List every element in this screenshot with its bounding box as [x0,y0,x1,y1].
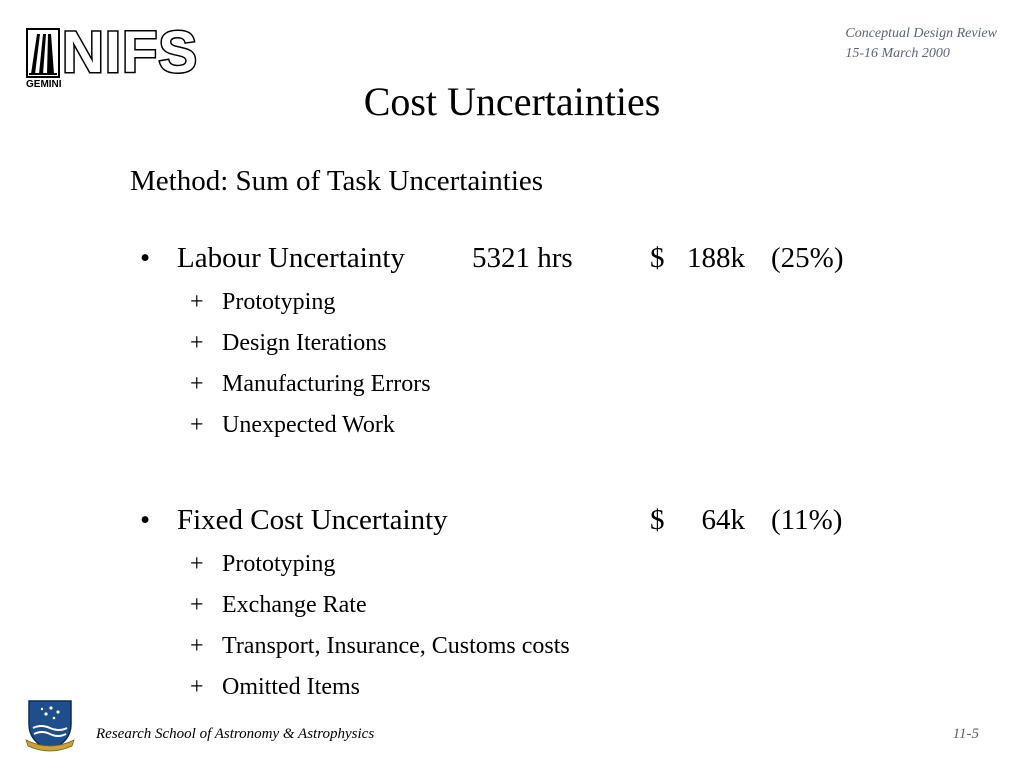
slide-title: Cost Uncertainties [363,79,661,124]
footer-institution: Research School of Astronomy & Astrophysics [96,726,375,742]
method-line: Method: Sum of Task Uncertainties [130,165,544,197]
university-crest-icon [25,698,75,752]
logo-subtitle: GEMINI [26,79,62,90]
sub-marker: + [190,371,204,397]
gemini-telescope-icon [26,28,60,80]
sub-marker: + [190,289,204,315]
sub-marker: + [190,412,204,438]
bullet-marker: • [140,504,151,536]
sub-item-label: Prototyping [222,551,336,577]
bullet-marker: • [140,242,151,274]
sub-item-label: Exchange Rate [222,592,367,618]
sub-item-label: Design Iterations [222,330,387,356]
sub-marker: + [190,330,204,356]
sub-item-label: Transport, Insurance, Customs costs [222,633,570,659]
event-name: Conceptual Design Review [845,26,997,41]
sub-item-label: Prototyping [222,289,336,315]
item-hours: 5321 hrs [472,242,573,274]
sub-item-label: Unexpected Work [222,412,395,438]
sub-item-label: Manufacturing Errors [222,371,431,397]
header-meta [845,24,997,64]
item-label: Labour Uncertainty [177,242,405,274]
item-percent: (25%) [771,242,844,274]
sub-marker: + [190,592,204,618]
item-currency: $ [650,504,665,536]
item-cost: 188k [687,242,745,274]
page-number: 11-5 [952,726,979,742]
sub-item-label: Omitted Items [222,674,360,700]
event-date: 15-16 March 2000 [845,46,950,61]
sub-marker: + [190,674,204,700]
logo-wordmark: NIFS [62,20,199,85]
item-label: Fixed Cost Uncertainty [177,504,448,536]
item-cost: 64k [701,504,745,536]
item-currency: $ [650,242,665,274]
sub-marker: + [190,633,204,659]
sub-marker: + [190,551,204,577]
item-percent: (11%) [771,504,843,536]
